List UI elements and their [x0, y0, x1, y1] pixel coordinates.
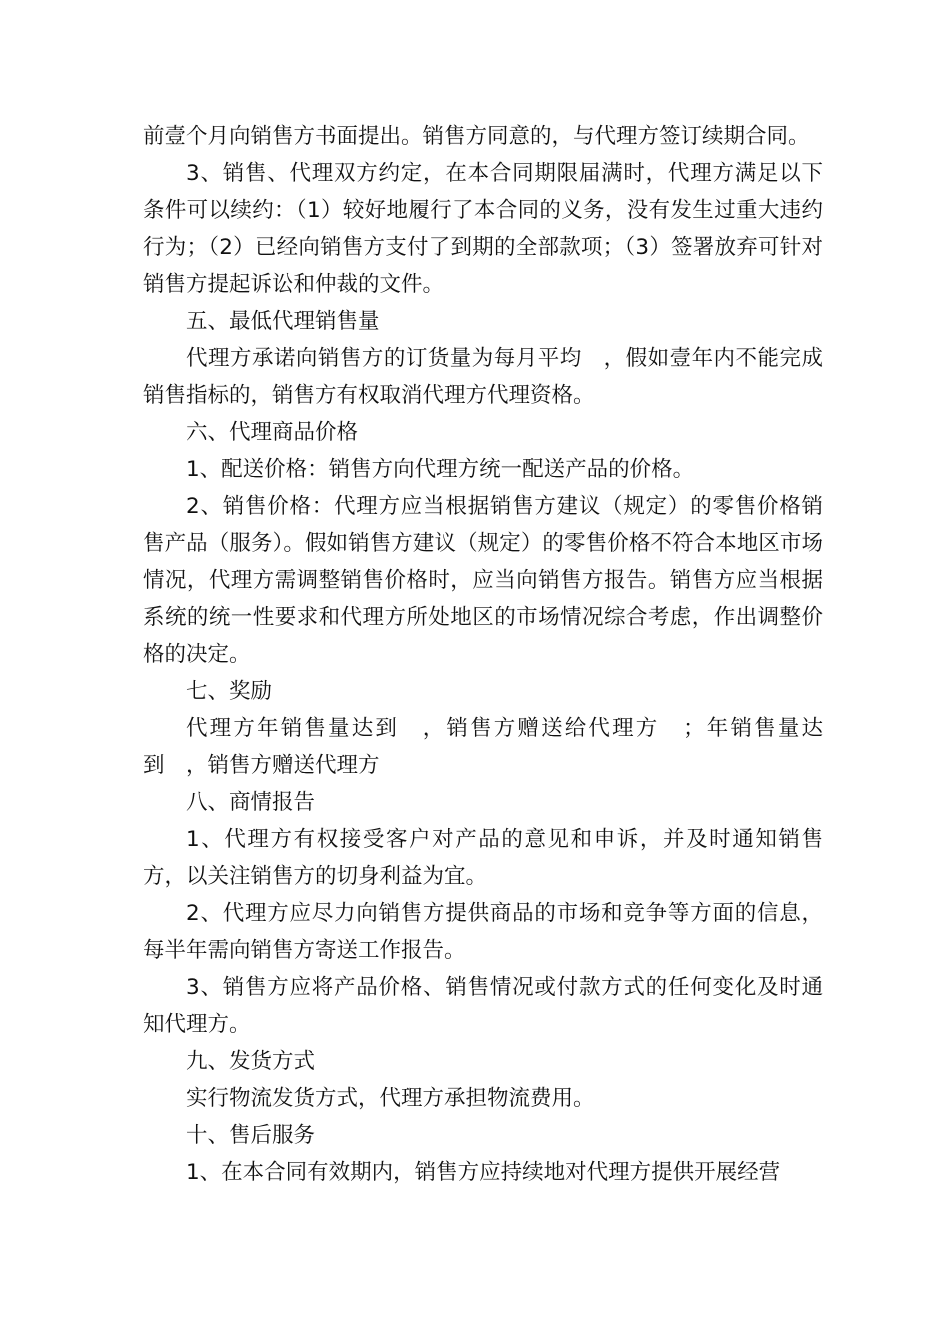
paragraph-customer-feedback: 1、代理方有权接受客户对产品的意见和申诉，并及时通知销售方，以关注销售方的切身利益为宜。 — [143, 827, 823, 889]
paragraph-market-info: 2、代理方应尽力向销售方提供商品的市场和竞争等方面的信息，每半年需向销售方寄送工作报告。 — [143, 901, 823, 963]
section-heading-market-report: 八、商情报告 — [186, 790, 316, 815]
section-heading-minimum-sales: 五、最低代理销售量 — [186, 309, 380, 334]
paragraph-minimum-sales: 代理方承诺向销售方的订货量为每月平均 ，假如壹年内不能完成销售指标的，销售方有权取消代理方代理资格。 — [143, 346, 823, 408]
paragraph-rewards: 代理方年销售量达到 ，销售方赠送给代理方 ；年销售量达到 ，销售方赠送代理方 — [143, 716, 823, 778]
section-heading-shipping: 九、发货方式 — [186, 1049, 316, 1074]
section-heading-rewards: 七、奖励 — [186, 679, 273, 704]
section-heading-pricing: 六、代理商品价格 — [186, 420, 359, 445]
section-heading-after-sales: 十、售后服务 — [186, 1123, 316, 1148]
paragraph-after-sales-support: 1、在本合同有效期内，销售方应持续地对代理方提供开展经营 — [186, 1160, 781, 1185]
paragraph-renewal-conditions: 3、销售、代理双方约定，在本合同期限届满时，代理方满足以下条件可以续约：（1）较好地履行了本合同的义务，没有发生过重大违约行为；（2）已经向销售方支付了到期的全部款项；（3）签署放弃可针对销售方提起诉讼和仲裁的文件。 — [143, 161, 823, 297]
paragraph-delivery-price: 1、配送价格：销售方向代理方统一配送产品的价格。 — [186, 457, 695, 482]
paragraph-change-notice: 3、销售方应将产品价格、销售情况或付款方式的任何变化及时通知代理方。 — [143, 975, 823, 1037]
paragraph-retail-price: 2、销售价格：代理方应当根据销售方建议（规定）的零售价格销售产品（服务）。假如销售方建议（规定）的零售价格不符合本地区市场情况，代理方需调整销售价格时，应当向销售方报告。销售方应当根据系统的统一性要求和代理方所处地区的市场情况综合考虑，作出调整价格的决定。 — [143, 494, 823, 667]
document-page — [143, 118, 823, 1191]
paragraph-shipping: 实行物流发货方式，代理方承担物流费用。 — [186, 1086, 595, 1111]
paragraph-renewal-request-end: 前壹个月向销售方书面提出。销售方同意的，与代理方签订续期合同。 — [143, 124, 810, 149]
